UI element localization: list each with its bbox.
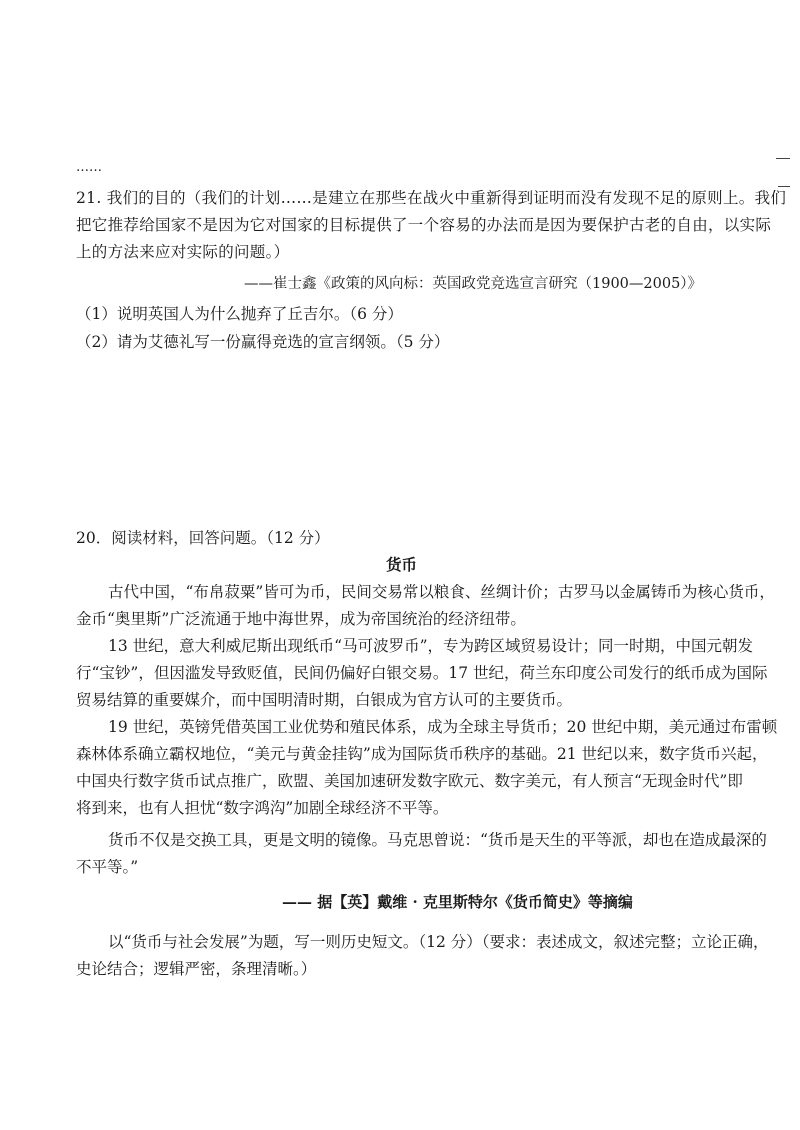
- ellipsis: ……: [76, 160, 102, 175]
- q21-subquestion-2: （2）请为艾德礼写一份赢得竞选的宣言纲领。（5 分）: [76, 333, 450, 351]
- q21-line-3: 上的方法来应对实际的问题。）: [76, 243, 290, 261]
- q20-paragraph-3-line-2: 森林体系确立霸权地位，“美元与黄金挂钩”成为国际货币秩序的基础。21 世纪以来，数字货币兴起，: [76, 745, 768, 763]
- q20-paragraph-2-line-2: 行“宝钞”，但因滥发导致贬值，民间仍偏好白银交易。17 世纪，荷兰东印度公司发行的纸币成为国际: [76, 664, 768, 682]
- q20-source: —— 据【英】戴维 · 克里斯特尔《货币简史》等摘编: [282, 893, 633, 911]
- q20-header: 20．阅读材料，回答问题。（12 分）: [76, 529, 330, 547]
- q20-task-line-2: 史论结合；逻辑严密，条理清晰。）: [76, 960, 317, 978]
- q20-paragraph-4-line-1: 货币不仅是交换工具，更是文明的镜像。马克思曾说：“货币是天生的平等派，却也在造成最深的: [108, 831, 767, 849]
- q20-paragraph-3-line-4: 将到来，也有人担忧“数字鸿沟”加剧全球经济不平等。: [76, 799, 449, 817]
- scan-mark-bottom: [778, 186, 790, 187]
- q21-subquestion-1: （1）说明英国人为什么抛弃了丘吉尔。（6 分）: [76, 305, 403, 323]
- q21-line-1: 21. 我们的目的（我们的计划……是建立在那些在战火中重新得到证明而没有发现不足的原则上。我们: [76, 189, 787, 207]
- q21-source: ——崔士鑫《政策的风向标：英国政党竞选宣言研究（1900—2005）》: [244, 276, 703, 292]
- scan-mark-top: [776, 158, 790, 159]
- q20-paragraph-3-line-3: 中国央行数字货币试点推广，欧盟、美国加速研发数字欧元、数字美元，有人预言“无现金时代”即: [76, 772, 743, 790]
- q20-paragraph-3-line-1: 19 世纪，英镑凭借英国工业优势和殖民体系，成为全球主导货币；20 世纪中期，美元通过布雷顿: [108, 718, 778, 736]
- q21-line-2: 把它推荐给国家不是因为它对国家的目标提供了一个容易的办法而是因为要保护古老的自由，以实际: [76, 216, 772, 234]
- q20-paragraph-1-line-2: 金币“奥里斯”广泛流通于地中海世界，成为帝国统治的经济纽带。: [76, 610, 526, 628]
- q20-paragraph-2-line-1: 13 世纪，意大利威尼斯出现纸币“马可波罗币”，专为跨区域贸易设计；同一时期，中国元朝发: [108, 637, 754, 655]
- q20-paragraph-1-line-1: 古代中国，“布帛菽粟”皆可为币，民间交易常以粮食、丝绸计价；古罗马以金属铸币为核心货币，: [108, 583, 775, 601]
- q20-paragraph-2-line-3: 贸易结算的重要媒介，而中国明清时期，白银成为官方认可的主要货币。: [76, 691, 573, 709]
- q20-paragraph-4-line-2: 不平等。”: [76, 858, 139, 876]
- q20-title: 货币: [386, 555, 418, 574]
- q20-task-line-1: 以“货币与社会发展”为题，写一则历史短文。（12 分）（要求：表述成文，叙述完整；立论正确，: [108, 933, 769, 951]
